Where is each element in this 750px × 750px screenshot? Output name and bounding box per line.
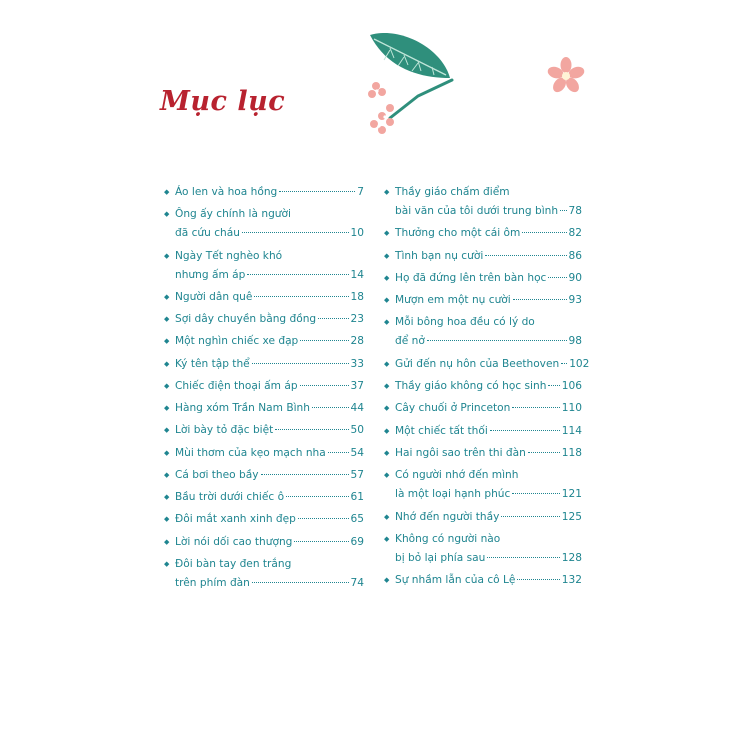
toc-entry-title: Họ đã đứng lên trên bàn học [395,271,547,284]
page-number: 50 [350,424,364,437]
diamond-bullet-icon: ◆ [384,296,390,305]
toc-entry-title: Áo len và hoa hồng [175,186,278,198]
dot-leader [252,363,349,364]
dot-leader [275,429,348,430]
dot-leader [300,340,348,341]
page-number: 65 [350,513,364,526]
toc-entry[interactable] [164,183,364,202]
page-number: 37 [350,379,364,392]
toc-entry-title: Cá bơi theo bầy [175,468,259,481]
toc-entry-title: Đôi bàn tay đen trắng [175,557,292,570]
page-number: 86 [568,249,582,262]
dot-leader [548,385,559,386]
diamond-bullet-icon: ◆ [384,471,390,480]
dot-leader [548,277,566,278]
toc-entry-title: Bầu trời dưới chiếc ô [175,491,285,503]
page-number: 102 [569,357,590,370]
toc-left-column [164,183,364,596]
diamond-bullet-icon: ◆ [164,404,170,412]
dot-leader [487,557,559,558]
toc-entry[interactable] [384,422,582,441]
toc-entry[interactable] [384,269,582,288]
diamond-bullet-icon: ◆ [164,210,170,219]
page-number: 106 [561,380,582,393]
diamond-bullet-icon: ◆ [384,512,390,521]
toc-entry[interactable] [164,444,364,463]
diamond-bullet-icon: ◆ [164,292,170,301]
dot-leader [517,579,559,580]
flower-illustration [546,56,586,96]
diamond-bullet-icon: ◆ [384,318,390,327]
dot-leader [501,516,559,517]
page-number: 114 [561,424,582,437]
page-number: 23 [350,313,364,325]
diamond-bullet-icon: ◆ [164,337,170,346]
toc-entry[interactable] [164,466,364,485]
toc-entry-title: nhưng ấm áp [175,268,246,281]
dot-leader [427,340,567,341]
page-number: 54 [350,446,364,459]
toc-entry-title: Hàng xóm Trần Nam Bình [175,402,310,414]
page-number: 128 [561,551,582,564]
page-number: 28 [350,335,364,348]
toc-entry[interactable] [164,488,364,507]
dot-leader [485,255,566,256]
toc-entry-title: Tình bạn nụ cười [395,249,484,262]
toc-entry-title: Thầy giáo chấm điểm [395,186,510,198]
diamond-bullet-icon: ◆ [384,576,390,585]
diamond-bullet-icon: ◆ [384,359,390,368]
toc-entry-title: Ông ấy chính là người [175,208,291,221]
diamond-bullet-icon: ◆ [164,359,170,368]
toc-entry[interactable] [164,377,364,396]
page-number: 44 [350,402,364,414]
dot-leader [513,299,567,300]
diamond-bullet-icon: ◆ [164,493,170,501]
toc-entry-title: để nở [395,335,425,348]
diamond-bullet-icon: ◆ [164,315,170,323]
toc-entry-title: Ký tên tập thể [175,357,250,370]
diamond-bullet-icon: ◆ [384,448,390,457]
toc-entry-title: Người dân quê [175,290,253,303]
toc-entry[interactable] [384,355,590,374]
diamond-bullet-icon: ◆ [164,251,170,260]
diamond-bullet-icon: ◆ [384,188,390,196]
toc-entry-title: đã cứu cháu [175,227,240,240]
toc-entry[interactable] [384,530,582,568]
dot-leader [252,582,349,583]
diamond-bullet-icon: ◆ [384,273,390,282]
dot-leader [561,363,567,364]
toc-entry-title: Sợi dây chuyền bằng đồng [175,313,317,325]
page-number: 74 [350,576,364,589]
diamond-bullet-icon: ◆ [164,470,170,479]
toc-entry-title: Lời bày tỏ đặc biệt [175,424,274,437]
toc-entry-title: Sự nhầm lẫn của cô Lệ [395,574,516,587]
toc-entry-title: bị bỏ lại phía sau [395,551,486,564]
toc-entry[interactable] [164,555,364,593]
toc-entry[interactable] [164,355,364,374]
page-number: 93 [568,294,582,307]
toc-entry[interactable] [384,508,582,527]
dot-leader [512,407,559,408]
dot-leader [279,191,355,192]
dot-leader [286,496,348,497]
toc-right-column [384,183,590,593]
toc-entry-title: Chiếc điện thoại ấm áp [175,379,298,392]
diamond-bullet-icon: ◆ [164,426,170,435]
dot-leader [528,452,560,453]
toc-entry[interactable] [164,332,364,351]
toc-entry-title: Mỗi bông hoa đều có lý do [395,316,535,329]
page-number: 78 [568,205,582,217]
dot-leader [242,232,349,233]
page-number: 14 [350,268,364,281]
dot-leader [560,210,566,211]
page-number: 18 [350,290,364,303]
page-number: 10 [350,227,364,240]
toc-entry[interactable] [164,533,364,552]
diamond-bullet-icon: ◆ [164,381,170,390]
toc-entry[interactable] [164,310,364,329]
dot-leader [247,274,348,275]
toc-entry[interactable] [164,205,364,243]
toc-entry-title: Lời nói dối cao thượng [175,535,293,548]
toc-entry-title: Mùi thơm của kẹo mạch nha [175,446,326,459]
toc-entry-title: Cây chuối ở Princeton [395,402,511,415]
toc-entry[interactable] [164,399,364,418]
dot-leader [300,385,349,386]
toc-entry-title: Nhớ đến người thầy [395,510,500,523]
toc-entry[interactable] [164,288,364,307]
diamond-bullet-icon: ◆ [164,559,170,568]
dot-leader [512,493,559,494]
diamond-bullet-icon: ◆ [164,515,170,524]
page-number: 132 [561,574,582,587]
page-number: 121 [561,488,582,501]
diamond-bullet-icon: ◆ [164,448,170,457]
dot-leader [318,318,348,319]
toc-entry-title: Có người nhớ đến mình [395,469,519,482]
dot-leader [294,541,348,542]
dot-leader [261,474,349,475]
toc-entry[interactable] [384,399,582,418]
toc-entry[interactable] [164,510,364,529]
diamond-bullet-icon: ◆ [384,382,390,391]
page-number: 82 [568,227,582,240]
dot-leader [490,430,560,431]
dot-leader [328,452,349,453]
toc-entry-title: bài văn của tôi dưới trung bình [395,205,559,217]
page-title: Mục lục [160,86,286,117]
leaf-branch-illustration [360,30,465,140]
toc-entry[interactable] [164,421,364,440]
page-number: 110 [561,402,582,415]
page-number: 90 [568,271,582,284]
toc-entry-title: Không có người nào [395,532,501,545]
dot-leader [312,407,349,408]
toc-entry[interactable] [384,224,582,243]
toc-entry[interactable] [384,183,582,221]
toc-entry-title: Mượn em một nụ cười [395,294,511,307]
toc-entry-title: Hai ngôi sao trên thi đàn [395,446,526,459]
toc-entry-title: Thưởng cho một cái ôm [395,227,521,240]
page-number: 69 [350,535,364,548]
page-number: 7 [357,186,364,198]
toc-entry[interactable] [384,313,582,351]
toc-entry[interactable] [164,247,364,285]
diamond-bullet-icon: ◆ [164,537,170,546]
diamond-bullet-icon: ◆ [384,404,390,413]
diamond-bullet-icon: ◆ [384,251,390,260]
toc-entry-title: Ngày Tết nghèo khó [175,249,283,262]
toc-entry-title: là một loại hạnh phúc [395,488,511,501]
page-number: 125 [561,510,582,523]
toc-entry[interactable] [384,377,582,396]
toc-entry-title: Gửi đến nụ hôn của Beethoven [395,357,560,370]
toc-entry-title: Thầy giáo không có học sinh [395,380,547,393]
page-number: 33 [350,357,364,370]
diamond-bullet-icon: ◆ [384,426,390,435]
page-number: 98 [568,335,582,348]
toc-entry[interactable] [384,571,582,590]
page-number: 118 [561,446,582,459]
toc-entry-title: trên phím đàn [175,576,250,589]
toc-entry-title: Một chiếc tất thối [395,424,488,437]
diamond-bullet-icon: ◆ [384,229,390,238]
dot-leader [298,518,349,519]
toc-entry[interactable] [384,291,582,310]
diamond-bullet-icon: ◆ [164,188,170,196]
dot-leader [522,232,566,233]
toc-entry[interactable] [384,466,582,504]
toc-entry[interactable] [384,247,582,266]
page-number: 57 [350,468,364,481]
dot-leader [254,296,348,297]
page-number: 61 [350,491,364,503]
diamond-bullet-icon: ◆ [384,534,390,543]
toc-entry-title: Đôi mắt xanh xinh đẹp [175,513,296,526]
toc-entry[interactable] [384,444,582,463]
toc-entry-title: Một nghìn chiếc xe đạp [175,335,299,348]
